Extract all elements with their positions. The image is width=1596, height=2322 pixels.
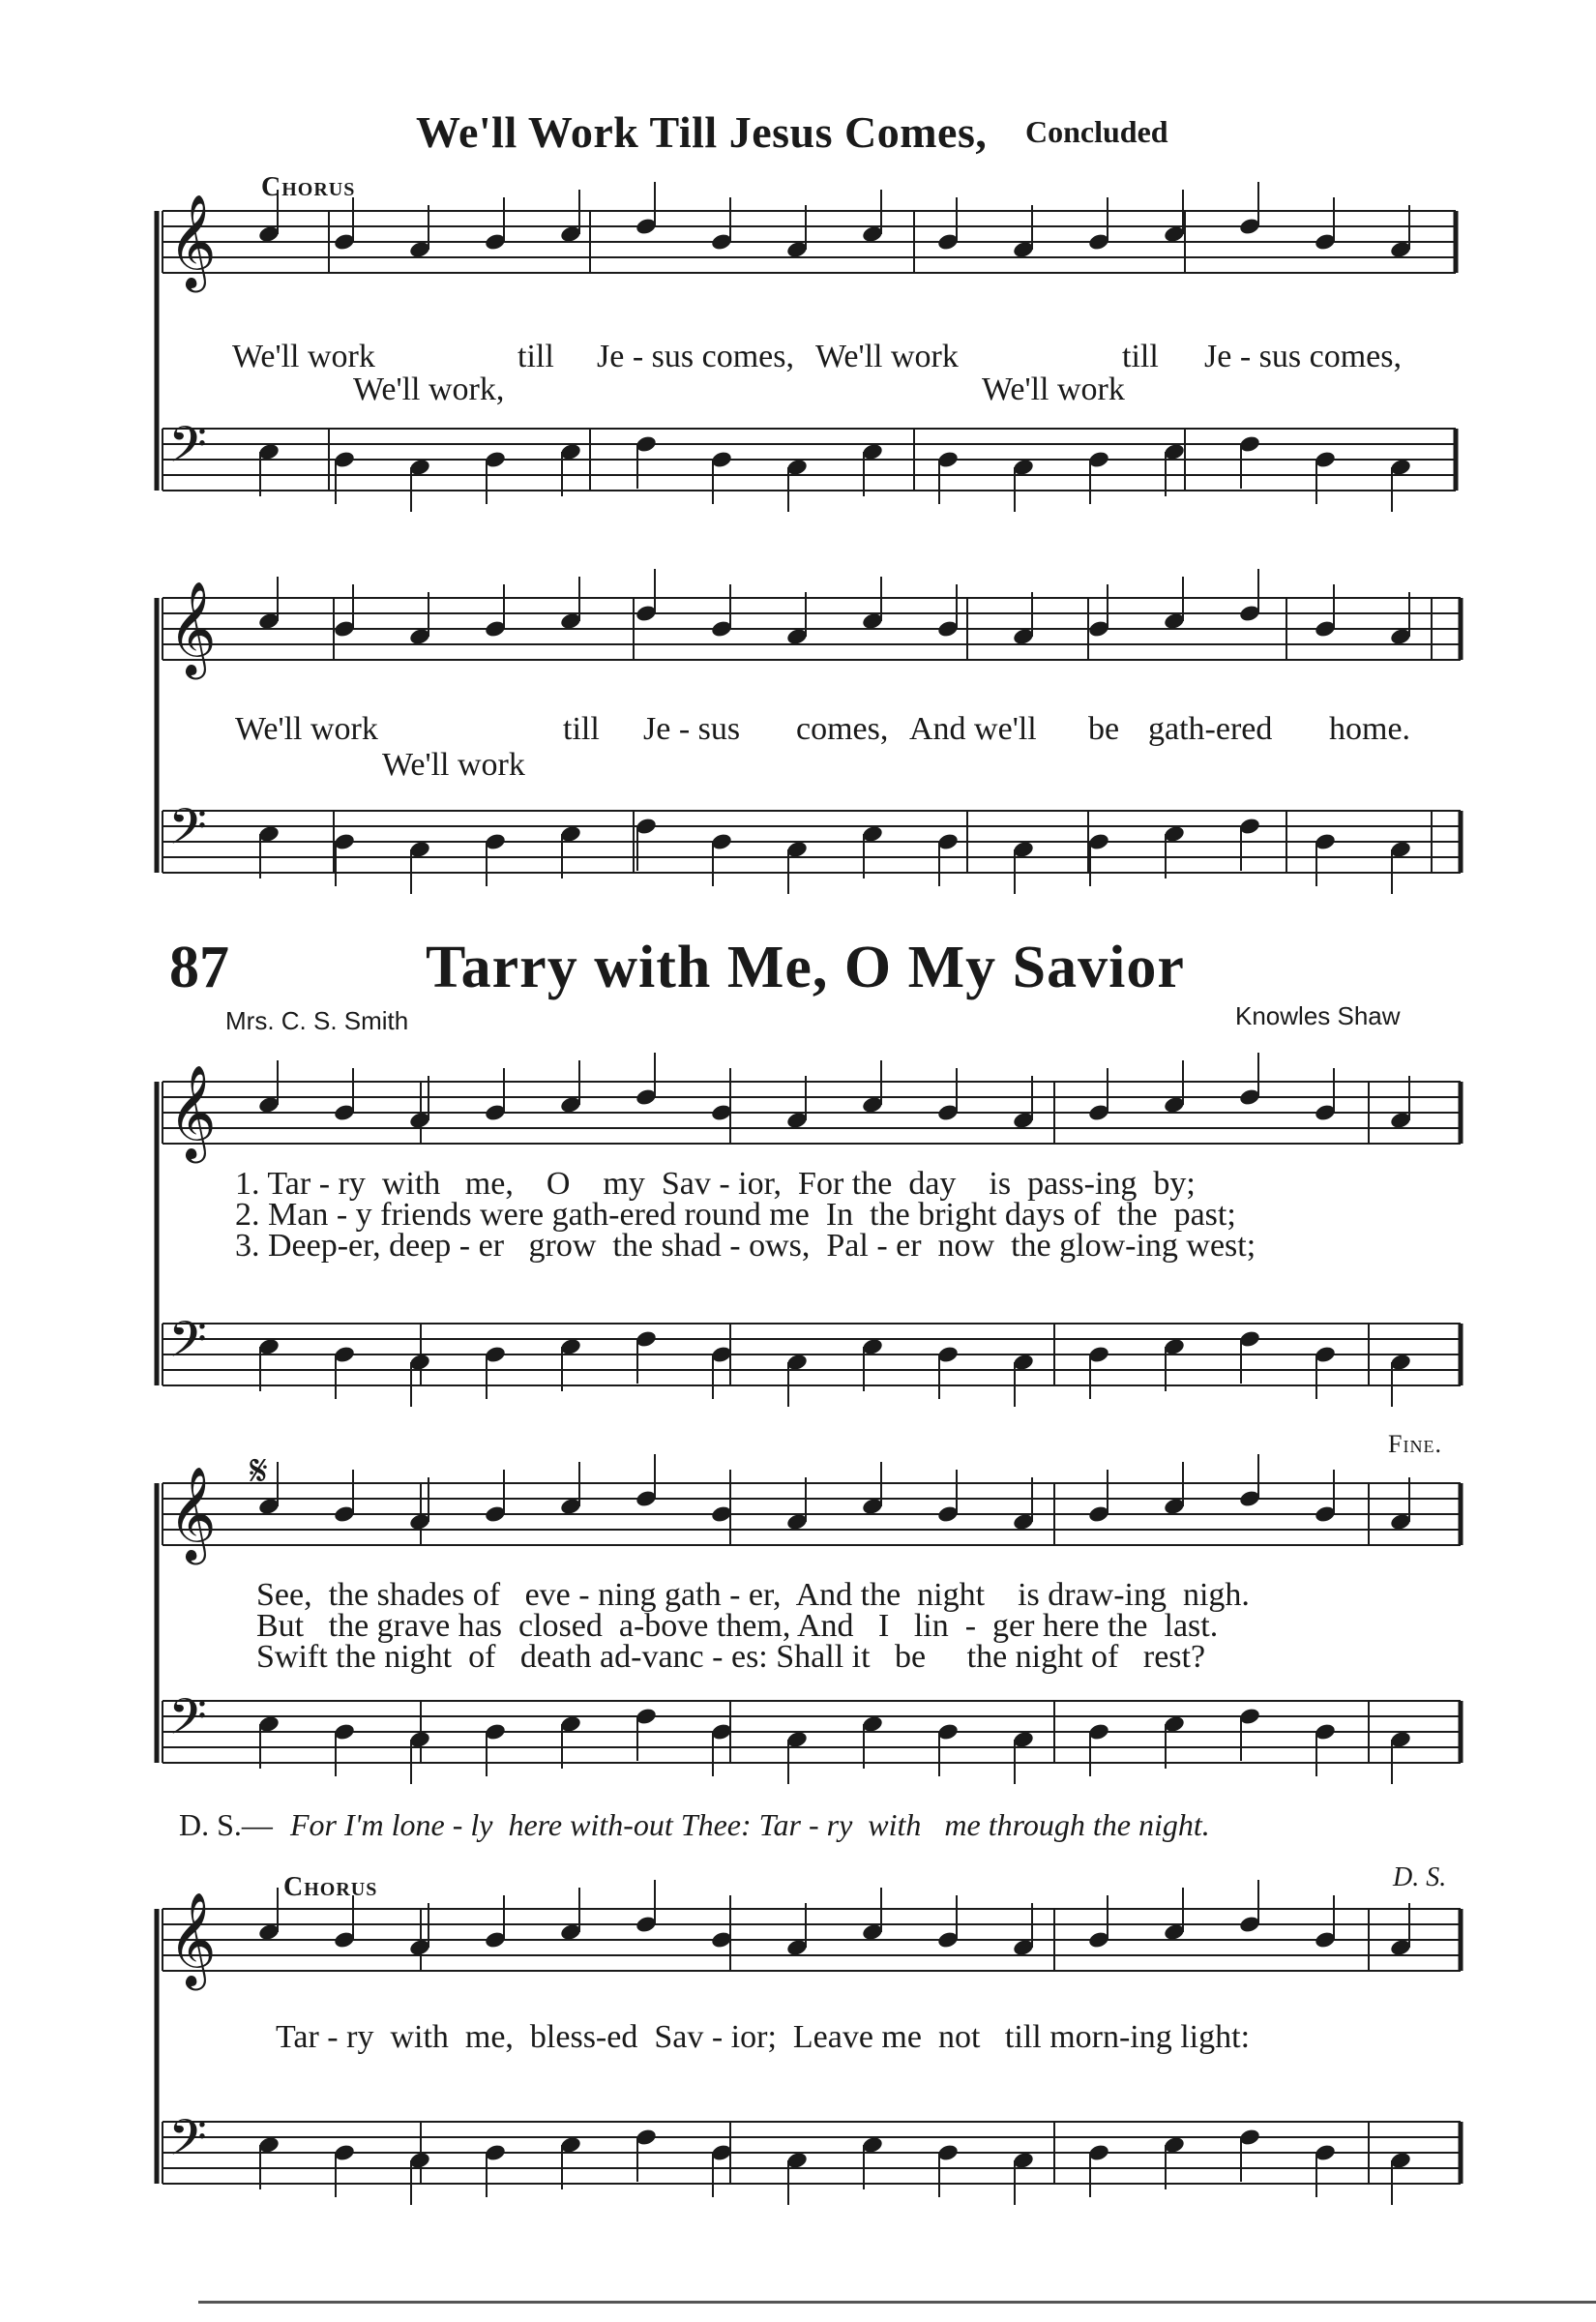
treble-clef-icon: 𝄞 (168, 1064, 217, 1159)
treble-clef-icon: 𝄞 (168, 194, 217, 288)
lyricist-credit: Mrs. C. S. Smith (225, 1006, 409, 1035)
song1-sys1-lyric-3: Je - sus comes, (597, 339, 794, 374)
verse-1-line-b: See, the shades of eve - ning gath - er, And the night is draw-ing nigh. (256, 1577, 1250, 1613)
treble-clef-icon: 𝄞 (168, 580, 217, 675)
bass-clef-icon: 𝄢 (168, 797, 207, 868)
verse-3-line-b: Swift the night of death ad-vanc - es: Shall it be the night of rest? (256, 1639, 1206, 1675)
segno-icon: 𝄋 (250, 1447, 268, 1495)
composer-credit: Knowles Shaw (1235, 1001, 1401, 1030)
chorus-label-2: Chorus (283, 1872, 378, 1902)
verse-3-line-a: 3. Deep-er, deep - er grow the shad - ows, Pal - er now the glow-ing west; (235, 1228, 1256, 1264)
bass-clef-icon: 𝄢 (168, 1687, 207, 1758)
song1-sys2-lyric-2: till (563, 711, 600, 747)
fine-marking: Fine. (1388, 1430, 1442, 1458)
continued-song-title: We'll Work Till Jesus Comes, (416, 107, 988, 157)
verse-2-line-a: 2. Man - y friends were gath-ered round me In the bright days of the past; (235, 1197, 1236, 1233)
hymn-number: 87 (169, 935, 229, 1000)
ds-prefix: D. S.— (179, 1807, 273, 1842)
song1-sys2-echo-1: We'll work (382, 747, 525, 783)
song1-sys2-lyric-1: We'll work (235, 711, 378, 747)
song1-sys2-lyric-5: And we'll (909, 711, 1037, 747)
ds-mark: D. S. (1393, 1862, 1447, 1892)
song1-sys2-lyric-4: comes, (796, 711, 889, 747)
song1-sys2-lyric-8: home. (1329, 711, 1411, 747)
song1-sys1-echo-2: We'll work (982, 372, 1125, 407)
song1-sys2-lyric-3: Je - sus (643, 711, 741, 747)
verse-1-line-a: 1. Tar - ry with me, O my Sav - ior, For the day is pass-ing by; (235, 1166, 1196, 1202)
chorus-label: Chorus (261, 172, 356, 202)
bass-clef-icon: 𝄢 (168, 2108, 207, 2179)
chorus-lyric: Tar - ry with me, bless-ed Sav - ior; Leave me not till morn-ing light: (276, 2019, 1251, 2055)
song1-sys1-lyric-4: We'll work (815, 339, 959, 374)
song1-sys1-lyric-5: till (1122, 339, 1159, 374)
verse-2-line-b: But the grave has closed a-bove them, And I lin - ger here the last. (256, 1608, 1219, 1644)
song1-sys2-lyric-7: gath-ered (1148, 711, 1273, 747)
song1-sys1-lyric-6: Je - sus comes, (1204, 339, 1402, 374)
page-edge-shadow (198, 2301, 1596, 2304)
song1-sys2-lyric-6: be (1088, 711, 1120, 747)
hymn-title: Tarry with Me, O My Savior (426, 935, 1185, 1000)
bass-clef-icon: 𝄢 (168, 1310, 207, 1381)
treble-clef-icon: 𝄞 (168, 1466, 217, 1561)
song1-sys1-lyric-2: till (517, 339, 554, 374)
bass-clef-icon: 𝄢 (168, 415, 207, 486)
ds-lyric: For I'm lone - ly here with-out Thee: Tar - ry with me through the night. (290, 1807, 1210, 1842)
continued-song-subtitle: Concluded (1025, 114, 1168, 149)
song1-sys1-lyric-1: We'll work (232, 339, 375, 374)
treble-clef-icon: 𝄞 (168, 1891, 217, 1986)
song1-sys1-echo-1: We'll work, (353, 372, 505, 407)
